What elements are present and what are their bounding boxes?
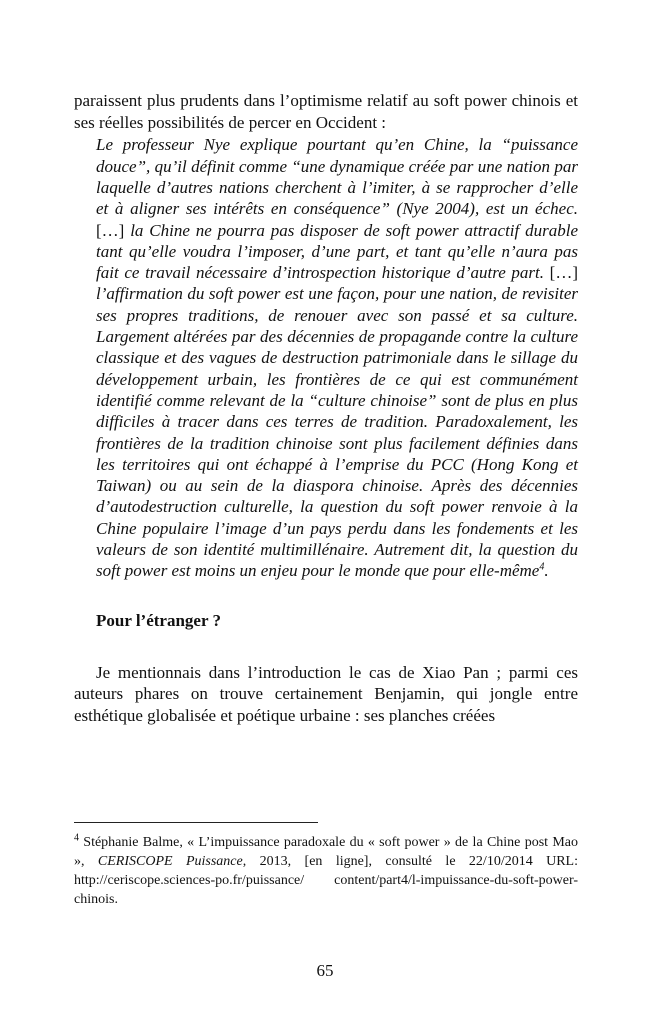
quote-part-2: la Chine ne pourra pas disposer de soft power attractif durable tant qu’elle voudra l’imposer, d’une part, et tant qu’elle n’aura pas fait ce travail nécessaire d’introspection historique d’autre part. [96,220,579,283]
footnote-text-after: , 2013, [en ligne], consulté le 22/10/2014 URL: http://ceriscope.sciences-po.fr/puissance/ content/part4/l-impuissance-du-soft-power-chinois. [74,854,579,907]
page-number: 65 [316,961,334,980]
footnote [74,833,578,909]
quote-ellipsis-1: […] [96,220,131,240]
footnote-separator [74,822,318,823]
quote-part-3: l’affirmation du soft power est une façon, pour une nation, de revisiter ses propres traditions, de renouer avec son passé et sa culture. Largement altérées par des décennies de propagande contre la culture classique et des vagues de destruction patrimoniale dans le sillage du développement urbain, les frontières de ce qui est communément identifié comme relevant de la “culture chinoise” sont de plus en plus difficiles à tracer dans ces terres de tradition. Paradoxalement, les frontières de la tradition chinoise sont plus facilement définies dans les territoires qui ont échappé à l’emprise du PCC (Hong Kong et Taiwan) ou au sein de la diaspora chinoise. Après des décennies d’autodestruction culturelle, la question du soft power renvoie à la Chine populaire l’image d’un pays perdu dans les fondements et les valeurs de son identité multimillénaire. Autrement dit, la question du soft power est moins un enjeu pour le monde que pour elle-même [96,284,578,581]
footnote-reference: 4 [539,561,545,573]
quote-part-1: Le professeur Nye explique pourtant qu’en Chine, la “puissance douce”, qu’il définit comme “une dynamique créée par une nation par laquelle d’autres nations cherchent à l’imiter, à se rapprocher d’elle et à aligner ses intérêts en conséquence” (Nye 2004), est un échec. [96,135,578,219]
block-quote [96,134,578,581]
quote-ellipsis-2: […] [544,263,578,283]
quote-end: . [544,561,549,581]
footnote-number: 4 [74,832,79,844]
page-body [74,90,578,727]
footnote-text-before: Stéphanie Balme, « L’impuissance paradoxale du « soft power » de la Chine post Mao », [74,835,578,869]
footnote-source: CERISCOPE Puissance [97,854,243,869]
body-paragraph: Je mentionnais dans l’introduction le cas de Xiao Pan ; parmi ces auteurs phares on trouve certainement Benjamin, qui jongle entre esthétique globalisée et poétique urbaine : ses planches créées [74,662,578,726]
section-heading: Pour l’étranger ? [96,610,221,630]
intro-paragraph: paraissent plus prudents dans l’optimisme relatif au soft power chinois et ses réelles possibilités de percer en Occident : [74,91,578,132]
